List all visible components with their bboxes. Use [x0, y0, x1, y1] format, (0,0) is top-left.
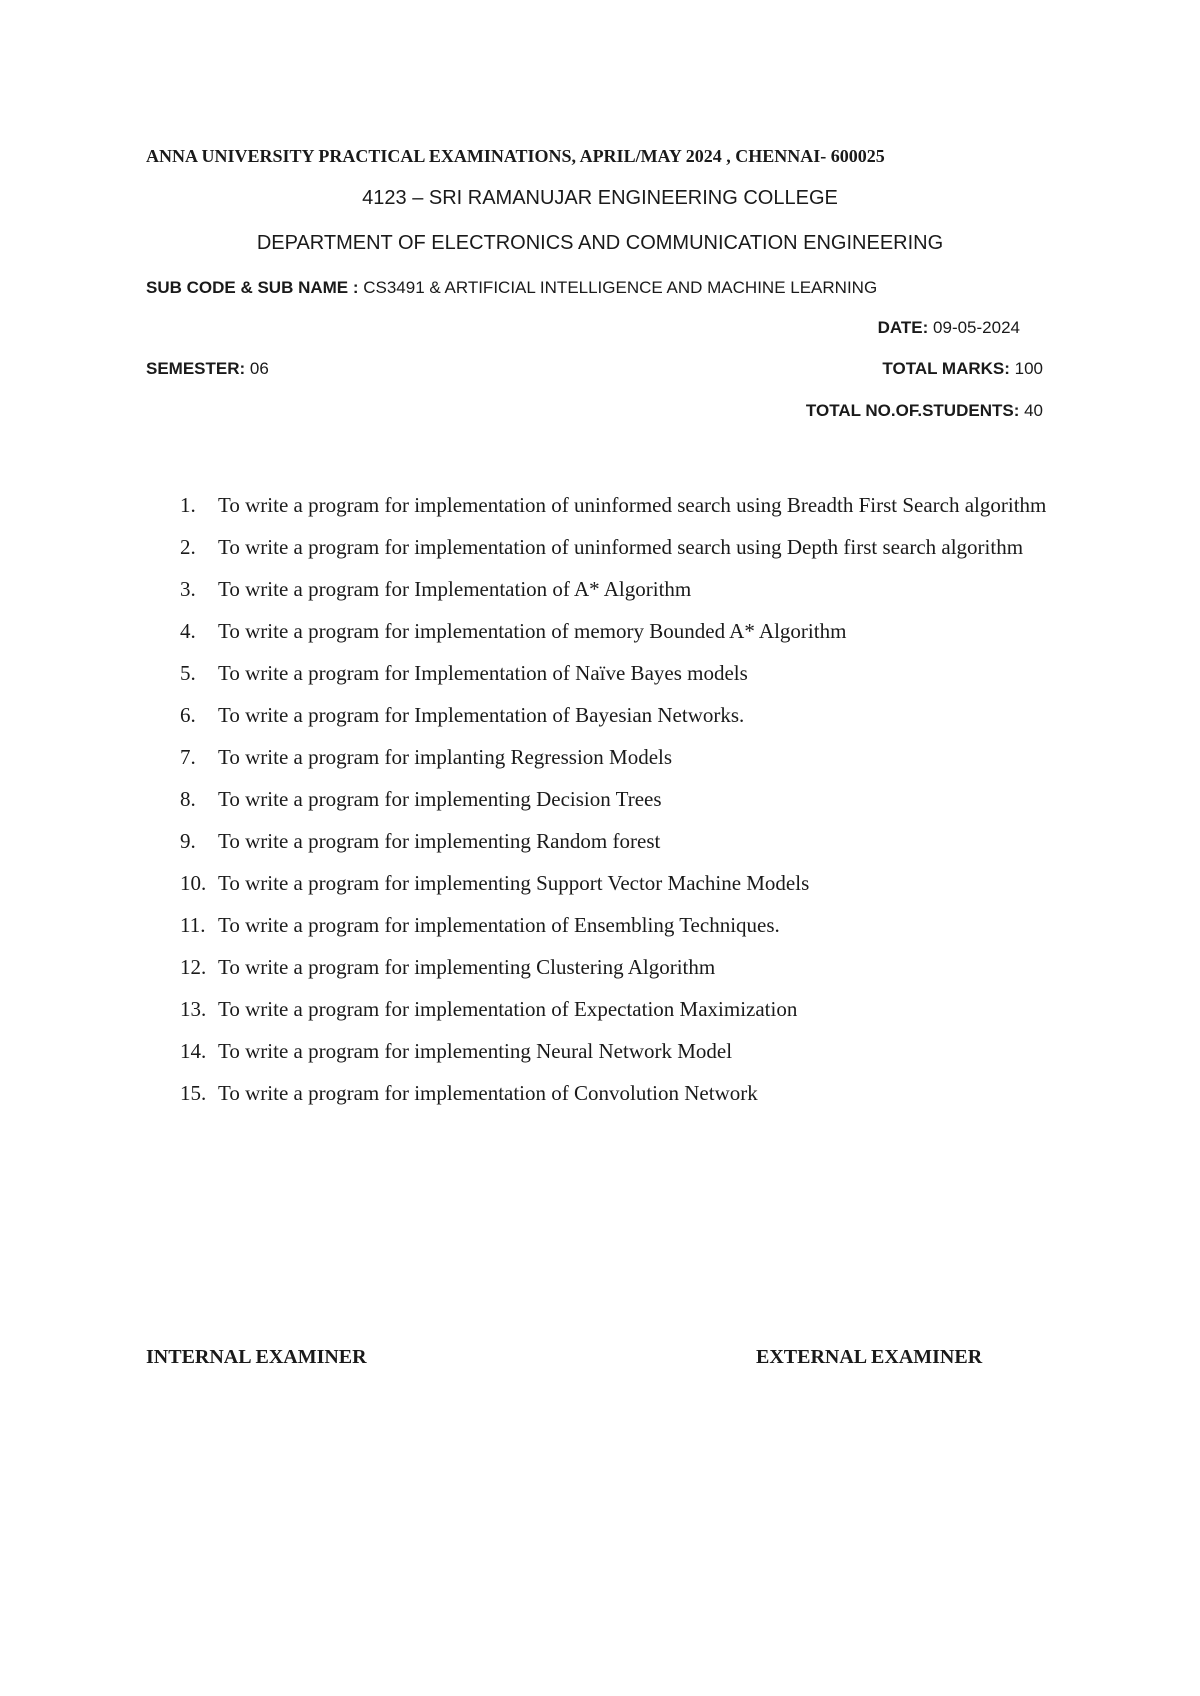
- date-value: 09-05-2024: [928, 318, 1020, 337]
- item-text: To write a program for Implementation of Naïve Bayes models: [218, 661, 748, 685]
- item-text: To write a program for Implementation of Bayesian Networks.: [218, 703, 745, 727]
- item-number: 2.: [180, 535, 196, 559]
- list-item: [180, 526, 1060, 568]
- item-number: 8.: [180, 787, 196, 811]
- item-text: To write a program for implementation of memory Bounded A* Algorithm: [218, 619, 847, 643]
- item-number: 15.: [180, 1081, 207, 1105]
- item-text: To write a program for implanting Regression Models: [218, 745, 673, 769]
- semester-label: SEMESTER:: [146, 359, 246, 378]
- list-item: [180, 988, 1060, 1030]
- list-item: [180, 1072, 1060, 1114]
- list-item: [180, 694, 1060, 736]
- item-text: To write a program for implementation of Convolution Network: [218, 1081, 758, 1105]
- item-number: 6.: [180, 703, 196, 727]
- date-line: [878, 318, 1020, 338]
- semester-line: [146, 359, 269, 379]
- item-number: 10.: [180, 871, 207, 895]
- college-name: 4123 – SRI RAMANUJAR ENGINEERING COLLEGE: [362, 187, 838, 209]
- list-item: [180, 652, 1060, 694]
- item-number: 5.: [180, 661, 196, 685]
- item-text: To write a program for implementation of Ensembling Techniques.: [218, 913, 780, 937]
- item-text: To write a program for implementing Neural Network Model: [218, 1039, 733, 1063]
- list-item: [180, 736, 1060, 778]
- item-number: 9.: [180, 829, 196, 853]
- subject-value: CS3491 & ARTIFICIAL INTELLIGENCE AND MACHINE LEARNING: [358, 278, 878, 297]
- internal-examiner-signature: INTERNAL EXAMINER: [146, 1346, 367, 1368]
- list-item: [180, 862, 1060, 904]
- item-text: To write a program for Implementation of A* Algorithm: [218, 577, 692, 601]
- experiment-list: [180, 484, 1060, 1114]
- total-students-line: [806, 401, 1043, 421]
- list-item: [180, 484, 1060, 526]
- total-students-label: TOTAL NO.OF.STUDENTS:: [805, 401, 1020, 420]
- item-number: 4.: [180, 619, 196, 643]
- total-marks-line: [882, 359, 1043, 379]
- item-number: 1.: [180, 493, 196, 517]
- semester-value: 06: [245, 359, 269, 378]
- total-students-value: 40: [1019, 401, 1043, 420]
- list-item: [180, 946, 1060, 988]
- item-text: To write a program for implementation of uninformed search using Depth first search algorithm: [218, 535, 1024, 559]
- item-number: 14.: [180, 1039, 207, 1063]
- item-number: 13.: [180, 997, 207, 1021]
- subject-line: [146, 278, 877, 298]
- total-marks-label: TOTAL MARKS:: [882, 359, 1010, 378]
- list-item: [180, 1030, 1060, 1072]
- item-text: To write a program for implementing Random forest: [218, 829, 661, 853]
- item-text: To write a program for implementing Support Vector Machine Models: [218, 871, 810, 895]
- subject-label: SUB CODE & SUB NAME :: [146, 278, 359, 297]
- item-number: 11.: [180, 913, 206, 937]
- date-label: DATE:: [877, 318, 929, 337]
- external-examiner-signature: EXTERNAL EXAMINER: [756, 1346, 983, 1368]
- item-number: 3.: [180, 577, 196, 601]
- item-number: 7.: [180, 745, 196, 769]
- item-text: To write a program for implementing Decision Trees: [218, 787, 662, 811]
- item-number: 12.: [180, 955, 207, 979]
- item-text: To write a program for implementation of uninformed search using Breadth First Search algorithm: [218, 493, 1047, 517]
- list-item: [180, 820, 1060, 862]
- list-item: [180, 904, 1060, 946]
- exam-title: ANNA UNIVERSITY PRACTICAL EXAMINATIONS, APRIL/MAY 2024 , CHENNAI- 600025: [146, 146, 885, 166]
- list-item: [180, 778, 1060, 820]
- total-marks-value: 100: [1009, 359, 1043, 378]
- item-text: To write a program for implementing Clustering Algorithm: [218, 955, 716, 979]
- department-name: DEPARTMENT OF ELECTRONICS AND COMMUNICATION ENGINEERING: [256, 232, 944, 254]
- list-item: [180, 568, 1060, 610]
- item-text: To write a program for implementation of Expectation Maximization: [218, 997, 798, 1021]
- list-item: [180, 610, 1060, 652]
